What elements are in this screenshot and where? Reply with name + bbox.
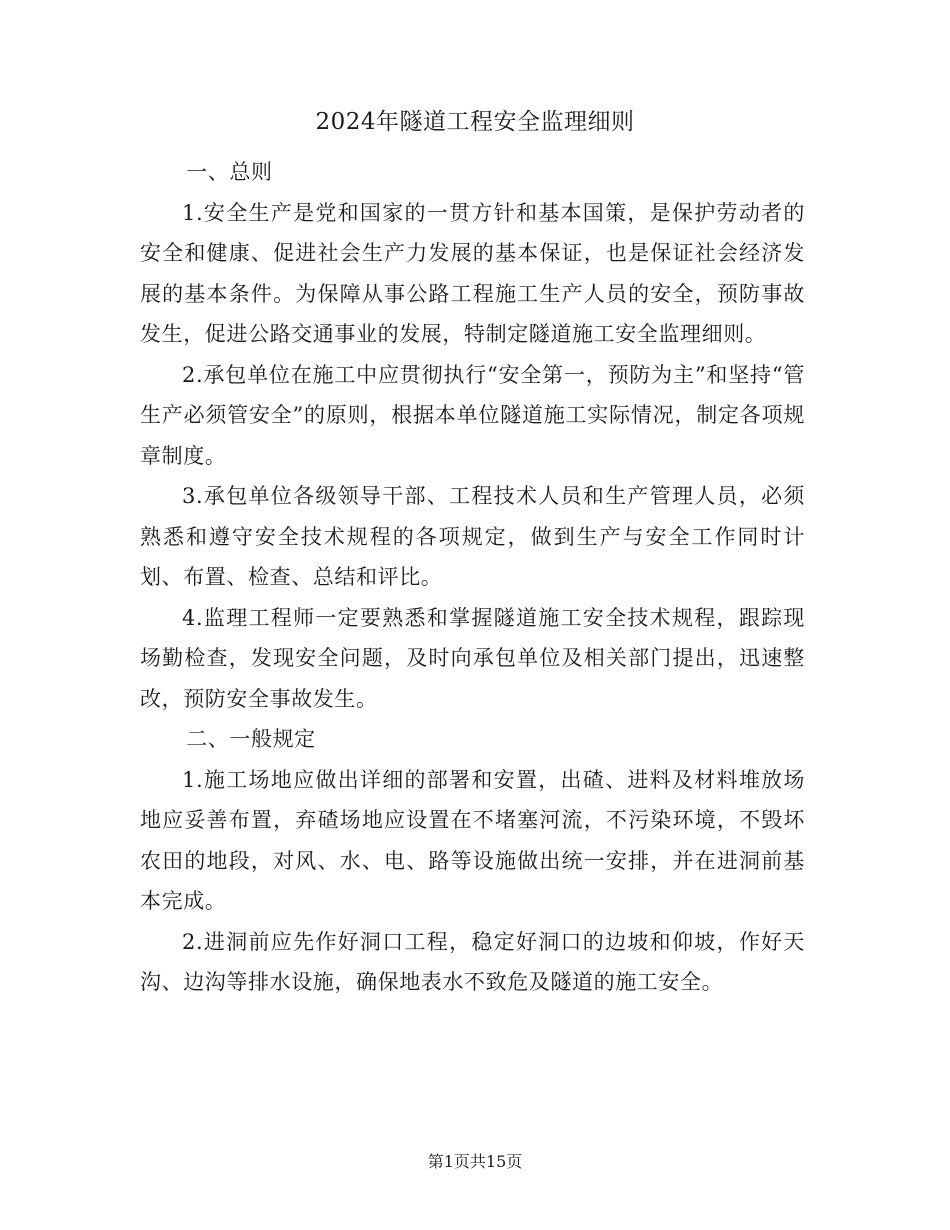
document-body bbox=[140, 152, 805, 1003]
paragraph-rules-1: 1.施工场地应做出详细的部署和安置，出碴、进料及材料堆放场地应妥善布置，弃碴场地应设置在不堵塞河流，不污染环境，不毁坏农田的地段，对风、水、电、路等设施做出统一安排，并在进洞前基本完成。 bbox=[140, 767, 805, 913]
paragraph-general-1: 1.安全生产是党和国家的一贯方针和基本国策，是保护劳动者的安全和健康、促进社会生产力发展的基本保证，也是保证社会经济发展的基本条件。为保障从事公路工程施工生产人员的安全，预防事故发生，促进公路交通事业的发展，特制定隧道施工安全监理细则。 bbox=[140, 200, 805, 346]
document-title: 2024年隧道工程安全监理细则 bbox=[315, 109, 635, 135]
paragraph-general-3: 3.承包单位各级领导干部、工程技术人员和生产管理人员，必须熟悉和遵守安全技术规程的各项规定，做到生产与安全工作同时计划、布置、检查、总结和评比。 bbox=[140, 484, 805, 589]
page-number-footer: 第1页共15页 bbox=[427, 1152, 523, 1171]
paragraph-general-2: 2.承包单位在施工中应贯彻执行“安全第一，预防为主”和坚持“管生产必须管安全”的原则，根据本单位隧道施工实际情况，制定各项规章制度。 bbox=[140, 362, 805, 468]
paragraph-general-4: 4.监理工程师一定要熟悉和掌握隧道施工安全技术规程，跟踪现场勤检查，发现安全问题，及时向承包单位及相关部门提出，迅速整改，预防安全事故发生。 bbox=[140, 605, 805, 711]
paragraph-rules-2: 2.进洞前应先作好洞口工程，稳定好洞口的边坡和仰坡，作好天沟、边沟等排水设施，确保地表水不致危及隧道的施工安全。 bbox=[140, 929, 805, 994]
section-heading-general: 一、总则 bbox=[186, 160, 273, 184]
section-heading-general-rules: 二、一般规定 bbox=[186, 727, 316, 751]
